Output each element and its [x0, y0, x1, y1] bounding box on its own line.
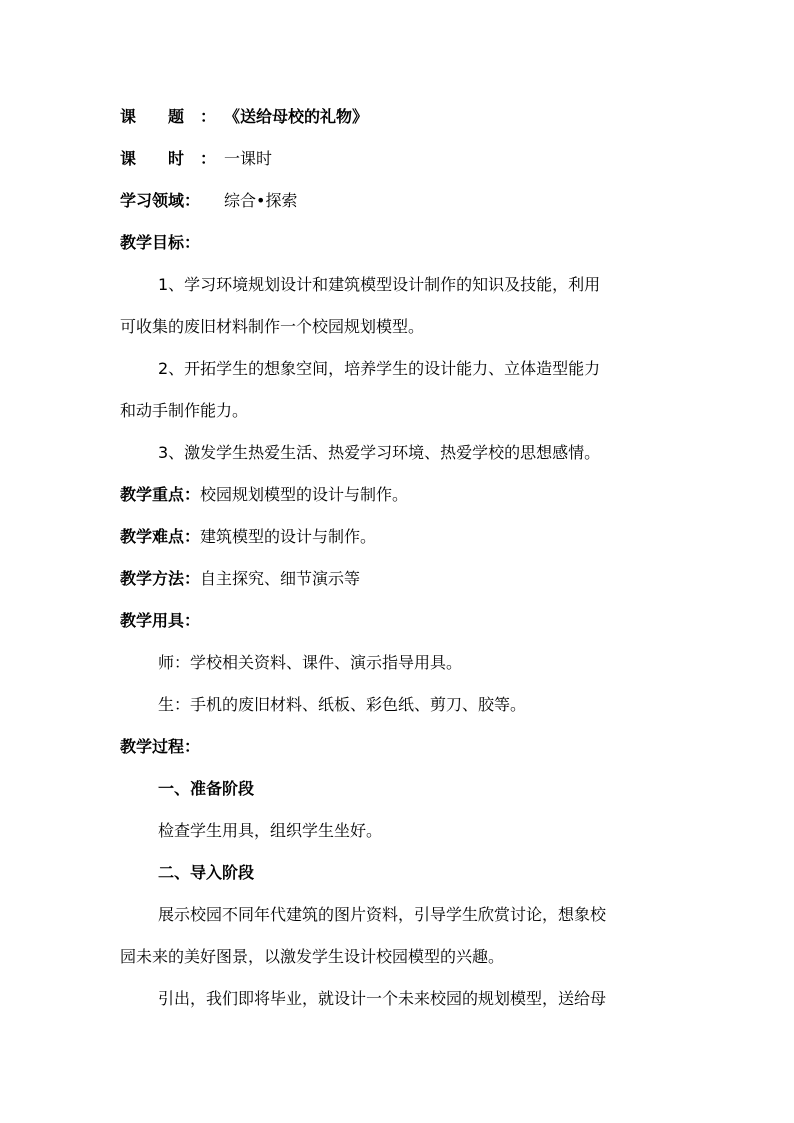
key-point-label: 教学重点： [120, 485, 201, 504]
objective-1-line-1: 1、学习环境规划设计和建筑模型设计制作的知识及技能，利用 [158, 275, 601, 294]
objective-2-line-1: 2、开拓学生的想象空间，培养学生的设计能力、立体造型能力 [158, 359, 601, 378]
stage-1-text: 检查学生用具，组织学生坐好。 [158, 821, 383, 840]
period-label: 课 时 ： [120, 149, 217, 168]
tools-student: 生：手机的废旧材料、纸板、彩色纸、剪刀、胶等。 [158, 695, 527, 714]
difficulty-text: 建筑模型的设计与制作。 [200, 527, 377, 546]
difficulty-line [120, 526, 680, 548]
objective-2-line-2: 和动手制作能力。 [120, 401, 249, 420]
topic-value: 《送给母校的礼物》 [224, 107, 369, 126]
domain-line [120, 190, 680, 212]
tools-heading: 教学用具： [120, 611, 201, 630]
stage-2-paragraph-1-line-1: 展示校园不同年代建筑的图片资料，引导学生欣赏讨论，想象校 [158, 905, 607, 924]
key-point-line [120, 484, 680, 506]
objectives-heading: 教学目标： [120, 233, 201, 252]
stage-1-title: 一、准备阶段 [158, 779, 255, 798]
period-value: 一课时 [224, 149, 273, 168]
topic-label: 课 题 ： [120, 107, 217, 126]
key-point-text: 校园规划模型的设计与制作。 [200, 485, 409, 504]
topic-line [120, 106, 680, 128]
methods-line [120, 568, 680, 590]
domain-label: 学习领域： [120, 191, 201, 210]
period-line [120, 148, 680, 170]
objective-1-line-2: 可收集的废旧材料制作一个校园规划模型。 [120, 317, 425, 336]
methods-label: 教学方法： [120, 569, 201, 588]
stage-2-paragraph-1-line-2: 园未来的美好图景，以激发学生设计校园模型的兴趣。 [120, 947, 505, 966]
stage-2-title: 二、导入阶段 [158, 863, 255, 882]
process-heading: 教学过程： [120, 737, 201, 756]
difficulty-label: 教学难点： [120, 527, 201, 546]
methods-text: 自主探究、细节演示等 [200, 569, 361, 588]
tools-teacher: 师：学校相关资料、课件、演示指导用具。 [158, 653, 463, 672]
domain-value: 综合•探索 [224, 191, 298, 210]
objective-3: 3、激发学生热爱生活、热爱学习环境、热爱学校的思想感情。 [158, 443, 601, 462]
stage-2-paragraph-2-line-1: 引出，我们即将毕业，就设计一个未来校园的规划模型，送给母 [158, 989, 607, 1008]
